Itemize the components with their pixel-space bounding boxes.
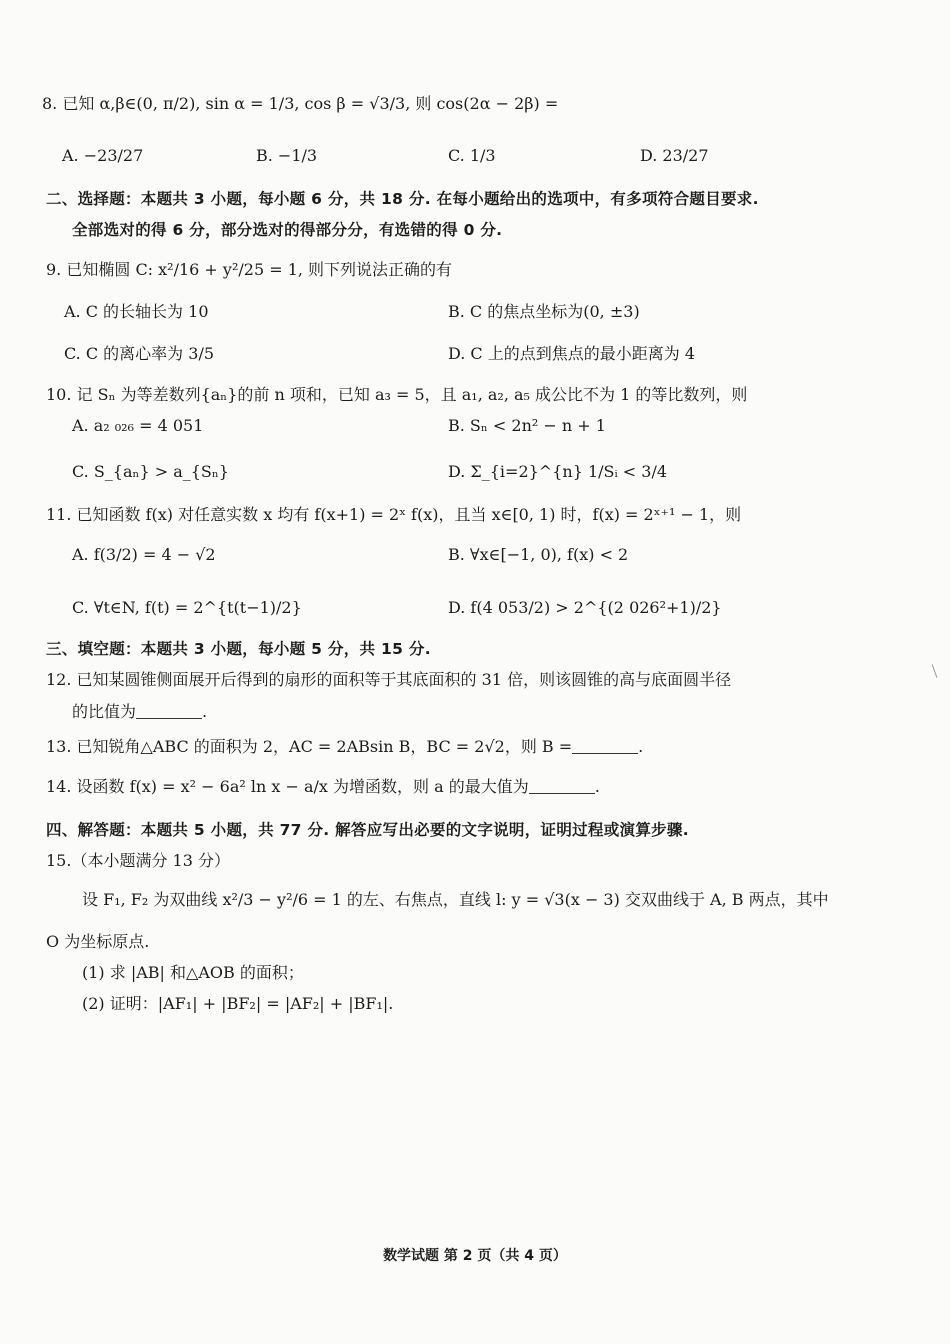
q10-option-d: D. Σ_{i=2}^{n} 1/Sᵢ < 3/4	[448, 462, 668, 481]
q8-option-b: B. −1/3	[256, 146, 318, 165]
q11-option-d: D. f(4 053/2) > 2^{(2 026²+1)/2}	[448, 598, 722, 617]
q12-answer-blank	[136, 702, 202, 719]
q9-option-c: C. C 的离心率为 3/5	[64, 344, 215, 363]
q14-text: 14. 设函数 f(x) = x² − 6a² ln x − a/x 为增函数，则 a 的最大值为	[46, 777, 529, 796]
q15-part1: (1) 求 |AB| 和△AOB 的面积；	[82, 963, 304, 982]
q12-line2-text: 的比值为	[72, 702, 137, 721]
q10-option-a: A. a₂ ₀₂₆ = 4 051	[72, 416, 204, 435]
q15-part2: (2) 证明：|AF₁| + |BF₂| = |AF₂| + |BF₁|.	[82, 994, 394, 1013]
q8-option-c: C. 1/3	[448, 146, 496, 165]
q12-line1: 12. 已知某圆锥侧面展开后得到的扇形的面积等于其底面积的 31 倍，则该圆锥的高与底面圆半径	[46, 670, 732, 689]
section2-instructions: 全部选对的得 6 分，部分选对的得部分分，有选错的得 0 分.	[72, 221, 503, 239]
q12-end: .	[202, 702, 208, 721]
section2-heading: 二、选择题：本题共 3 小题，每小题 6 分，共 18 分. 在每小题给出的选项中，有多项符合题目要求.	[46, 190, 759, 208]
q9-option-d: D. C 上的点到焦点的最小距离为 4	[448, 344, 696, 363]
q14-end: .	[594, 777, 600, 796]
q8-option-a: A. −23/27	[62, 146, 144, 165]
q10-stem: 10. 记 Sₙ 为等差数列{aₙ}的前 n 项和，已知 a₃ = 5，且 a₁, a₂, a₅ 成公比不为 1 的等比数列，则	[46, 385, 748, 404]
scan-mark	[932, 664, 938, 677]
q9-stem: 9. 已知椭圆 C: x²/16 + y²/25 = 1, 则下列说法正确的有	[46, 260, 453, 279]
q10-option-b: B. Sₙ < 2n² − n + 1	[448, 416, 606, 435]
page-footer: 数学试题 第 2 页（共 4 页）	[383, 1248, 567, 1264]
section4-heading: 四、解答题：本题共 5 小题，共 77 分. 解答应写出必要的文字说明，证明过程或演算步骤.	[46, 821, 689, 839]
q8-stem: 8. 已知 α,β∈(0, π/2), sin α = 1/3, cos β = √3/3, 则 cos(2α − 2β) =	[42, 94, 559, 113]
q11-option-b: B. ∀x∈[−1, 0), f(x) < 2	[448, 545, 629, 564]
q11-option-c: C. ∀t∈N, f(t) = 2^{t(t−1)/2}	[72, 598, 302, 617]
q13-text: 13. 已知锐角△ABC 的面积为 2，AC = 2ABsin B，BC = 2√2，则 B =	[46, 737, 573, 756]
section3-heading: 三、填空题：本题共 3 小题，每小题 5 分，共 15 分.	[46, 640, 431, 658]
q13-answer-blank	[572, 737, 638, 754]
q15-line1: 设 F₁, F₂ 为双曲线 x²/3 − y²/6 = 1 的左、右焦点，直线 l: y = √3(x − 3) 交双曲线于 A, B 两点，其中	[82, 890, 829, 909]
q15-header: 15.（本小题满分 13 分）	[46, 851, 230, 870]
q14-line	[46, 775, 600, 799]
q8-option-d: D. 23/27	[640, 146, 709, 165]
q9-option-a: A. C 的长轴长为 10	[64, 302, 209, 321]
q14-answer-blank	[529, 777, 595, 794]
q15-line2: O 为坐标原点.	[46, 932, 150, 951]
q12-line2	[72, 700, 207, 724]
q13-end: .	[638, 737, 644, 756]
q13-line	[46, 735, 643, 759]
q9-option-b: B. C 的焦点坐标为(0, ±3)	[448, 302, 640, 321]
q11-stem: 11. 已知函数 f(x) 对任意实数 x 均有 f(x+1) = 2ˣ f(x)，且当 x∈[0, 1) 时，f(x) = 2ˣ⁺¹ − 1，则	[46, 505, 742, 524]
q11-option-a: A. f(3/2) = 4 − √2	[72, 545, 216, 564]
q10-option-c: C. S_{aₙ} > a_{Sₙ}	[72, 462, 229, 481]
